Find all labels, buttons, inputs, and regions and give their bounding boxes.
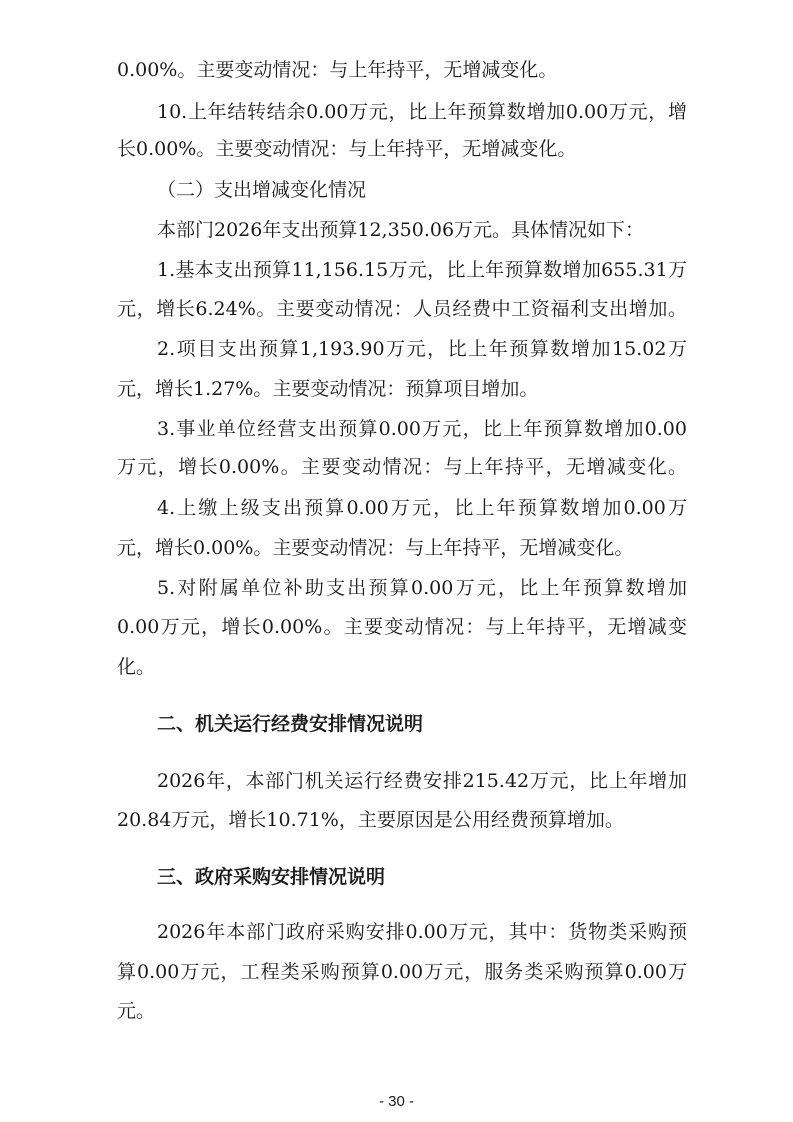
text-line: 3.事业单位经营支出预算0.00万元，比上年预算数增加0.00 bbox=[157, 418, 687, 440]
text-line: 长0.00%。主要变动情况：与上年持平，无增减变化。 bbox=[117, 138, 577, 160]
text-line: 20.84万元，增长10.71%，主要原因是公用经费预算增加。 bbox=[117, 809, 624, 831]
text-line: 化。 bbox=[117, 656, 156, 678]
text-line: 5.对附属单位补助支出预算0.00万元，比上年预算数增加 bbox=[157, 577, 687, 599]
section-heading: 三、政府采购安排情况说明 bbox=[157, 866, 386, 888]
section-heading: 二、机关运行经费安排情况说明 bbox=[157, 713, 424, 735]
text-line: 2026年本部门政府采购安排0.00万元，其中：货物类采购预 bbox=[157, 921, 687, 943]
text-line: 元。 bbox=[117, 1000, 156, 1022]
text-line: 4.上缴上级支出预算0.00万元，比上年预算数增加0.00万 bbox=[157, 497, 687, 519]
section-subheading: （二）支出增减变化情况 bbox=[157, 179, 367, 201]
text-line: 0.00万元，增长0.00%。主要变动情况：与上年持平，无增减变 bbox=[117, 616, 687, 638]
text-line: 2026年，本部门机关运行经费安排215.42万元，比上年增加 bbox=[157, 770, 687, 792]
text-line: 算0.00万元，工程类采购预算0.00万元，服务类采购预算0.00万 bbox=[117, 961, 687, 983]
text-line: 0.00%。主要变动情况：与上年持平，无增减变化。 bbox=[117, 59, 558, 81]
text-line: 1.基本支出预算11,156.15万元，比上年预算数增加655.31万 bbox=[157, 259, 687, 281]
page-number: - 30 - bbox=[378, 1093, 414, 1110]
text-line: 2.项目支出预算1,193.90万元，比上年预算数增加15.02万 bbox=[157, 338, 687, 360]
text-line: 元，增长6.24%。主要变动情况：人员经费中工资福利支出增加。 bbox=[117, 298, 687, 320]
text-line: 万元，增长0.00%。主要变动情况：与上年持平，无增减变化。 bbox=[117, 456, 687, 478]
text-line: 元，增长1.27%。主要变动情况：预算项目增加。 bbox=[117, 378, 539, 400]
text-line: 10.上年结转结余0.00万元，比上年预算数增加0.00万元，增 bbox=[157, 101, 687, 123]
text-line: 本部门2026年支出预算12,350.06万元。具体情况如下： bbox=[157, 219, 645, 241]
text-line: 元，增长0.00%。主要变动情况：与上年持平，无增减变化。 bbox=[117, 537, 634, 559]
